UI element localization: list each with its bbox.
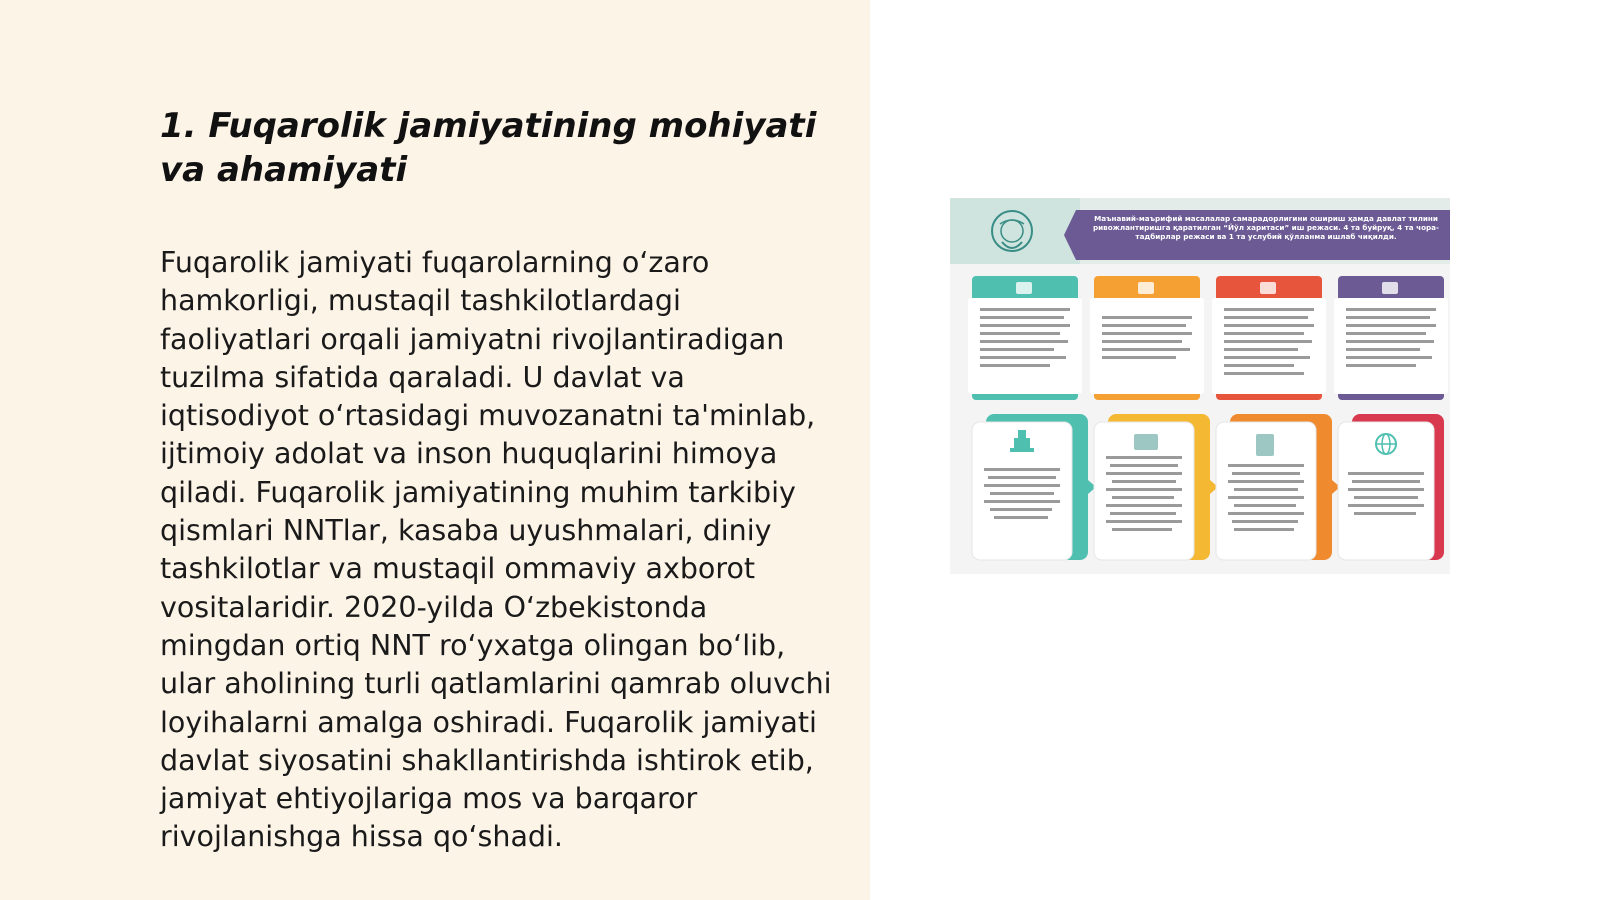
banner-text: Маънавий-маърифий масалалар самарадорлигини ошириш ҳамда давлат тилини ривожлантиришга қаратилган “Йўл харитаси” иш режаси. 4 та буйруқ, 4 та чора-тадбирлар режаси ва 1 та услубий қўлланма ишлаб чиқилди. (1093, 214, 1439, 241)
infographic-image (950, 198, 1450, 574)
slide-title: 1. Fuqarolik jamiyatining mohiyati va ahamiyati (160, 106, 817, 190)
row1-card-1 (968, 276, 1082, 400)
row1-card-4 (1334, 276, 1448, 400)
row1-card-3 (1212, 276, 1326, 400)
document-icon (1256, 434, 1274, 456)
slide-body-text: Fuqarolik jamiyati fuqarolarning o‘zaro hamkorligi, mustaqil tashkilotlardagi faoliyatlari orqali jamiyatni rivojlantiradigan tuzilma sifatida qaraladi. U davlat va iqtisodiyot o‘rtasidagi muvozanatni ta'minlab, ijtimoiy adolat va inson huquqlarini himoya qiladi. Fuqarolik jamiyatining muhim tarkibiy qismlari NNTlar, kasaba uyushmalari, diniy tashkilotlar va mustaqil ommaviy axborot vositalaridir. 2020-yilda O‘zbekistonda mingdan ortiq NNT ro‘yxatga olingan bo‘lib, ular aholining turli qatlamlarini qamrab oluvchi loyihalarni amalga oshiradi. Fuqarolik jamiyati davlat siyosatini shakllantirishda ishtirok etib, jamiyat ehtiyojlariga mos va barqaror rivojlanishga hissa qo‘shadi. (160, 246, 832, 854)
row1-card-2 (1090, 276, 1204, 400)
presentation-icon (1134, 434, 1158, 450)
row2-card-3 (1216, 414, 1340, 560)
